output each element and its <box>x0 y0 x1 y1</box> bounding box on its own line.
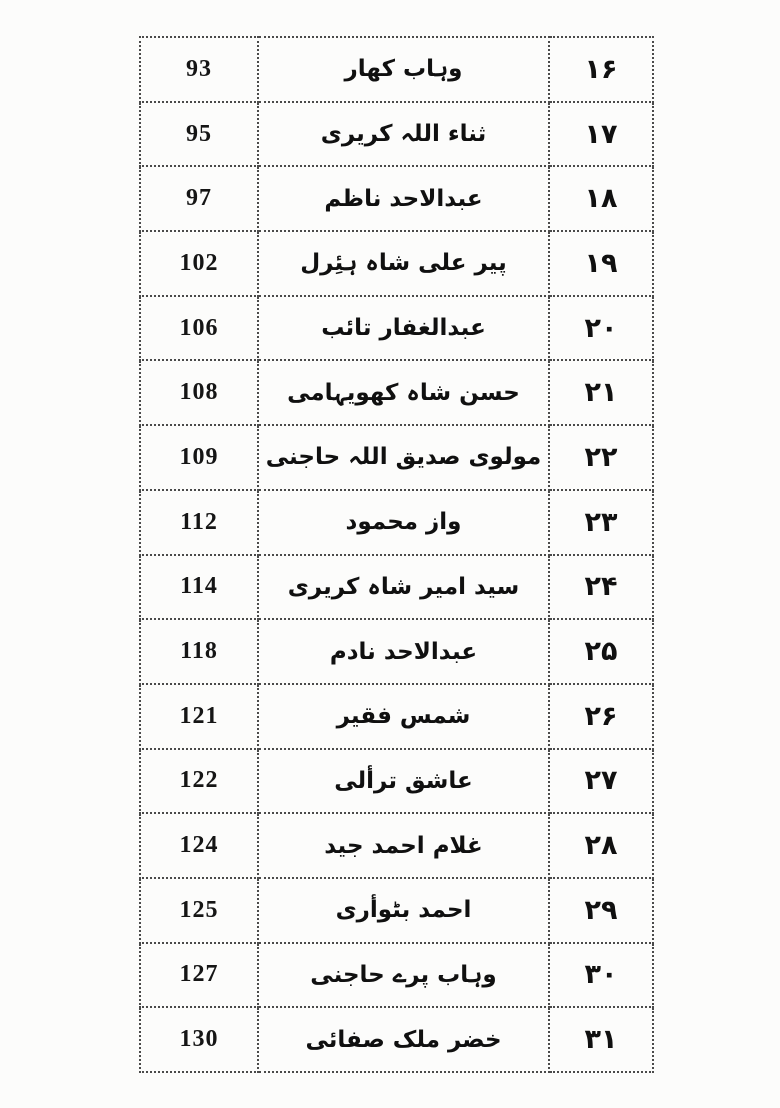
poet-name-cell: عاشق ترألی <box>258 749 549 814</box>
table-row <box>140 490 653 555</box>
poet-name-cell: سید امیر شاہ کریری <box>258 555 549 620</box>
serial-number-cell: ۲۹ <box>549 878 653 943</box>
table-row <box>140 684 653 749</box>
page-number-cell: 114 <box>140 555 258 620</box>
poet-name-cell: عبدالاحد ناظم <box>258 166 549 231</box>
page-number-cell: 122 <box>140 749 258 814</box>
serial-number-cell: ۲۰ <box>549 296 653 361</box>
page-number-cell: 109 <box>140 425 258 490</box>
poet-name-cell: احمد بٹوأری <box>258 878 549 943</box>
serial-number-cell: ۲۵ <box>549 619 653 684</box>
table-row <box>140 1007 653 1072</box>
page-number-cell: 130 <box>140 1007 258 1072</box>
poet-name-cell: وہاب پرے حاجنی <box>258 943 549 1008</box>
poet-name-cell: پیر علی شاہ ہئِرل <box>258 231 549 296</box>
table-row <box>140 166 653 231</box>
serial-number-cell: ۲۷ <box>549 749 653 814</box>
table-row <box>140 943 653 1008</box>
serial-number-cell: ۱۷ <box>549 102 653 167</box>
poet-name-cell: خضر ملک صفائی <box>258 1007 549 1072</box>
page-number-cell: 125 <box>140 878 258 943</box>
page-number-cell: 95 <box>140 102 258 167</box>
table-row <box>140 296 653 361</box>
table-row <box>140 619 653 684</box>
serial-number-cell: ۲۳ <box>549 490 653 555</box>
page-number-cell: 121 <box>140 684 258 749</box>
serial-number-cell: ۲۶ <box>549 684 653 749</box>
serial-number-cell: ۲۴ <box>549 555 653 620</box>
table-row <box>140 102 653 167</box>
serial-number-cell: ۳۱ <box>549 1007 653 1072</box>
page-number-cell: 112 <box>140 490 258 555</box>
table-row <box>140 37 653 102</box>
table-row <box>140 425 653 490</box>
poet-name-cell: حسن شاہ کھویہامی <box>258 360 549 425</box>
serial-number-cell: ۱۶ <box>549 37 653 102</box>
page-number-cell: 93 <box>140 37 258 102</box>
page-number-cell: 97 <box>140 166 258 231</box>
page-number-cell: 127 <box>140 943 258 1008</box>
table-row <box>140 749 653 814</box>
table-row <box>140 231 653 296</box>
serial-number-cell: ۲۱ <box>549 360 653 425</box>
table-row <box>140 878 653 943</box>
serial-number-cell: ۱۹ <box>549 231 653 296</box>
poet-name-cell: وہاب کھار <box>258 37 549 102</box>
serial-number-cell: ۱۸ <box>549 166 653 231</box>
poet-name-cell: شمس فقیر <box>258 684 549 749</box>
poet-name-cell: ثناء اللہ کریری <box>258 102 549 167</box>
serial-number-cell: ۲۲ <box>549 425 653 490</box>
poet-name-cell: مولوی صدیق اللہ حاجنی <box>258 425 549 490</box>
page-number-cell: 118 <box>140 619 258 684</box>
poet-name-cell: عبدالغفار تائب <box>258 296 549 361</box>
serial-number-cell: ۳۰ <box>549 943 653 1008</box>
table-row <box>140 555 653 620</box>
page-number-cell: 106 <box>140 296 258 361</box>
poet-name-cell: واز محمود <box>258 490 549 555</box>
contents-table <box>139 36 654 1073</box>
serial-number-cell: ۲۸ <box>549 813 653 878</box>
table-row <box>140 360 653 425</box>
poet-name-cell: غلام احمد جید <box>258 813 549 878</box>
table-row <box>140 813 653 878</box>
page-number-cell: 102 <box>140 231 258 296</box>
page-number-cell: 124 <box>140 813 258 878</box>
page-number-cell: 108 <box>140 360 258 425</box>
poet-name-cell: عبدالاحد نادم <box>258 619 549 684</box>
